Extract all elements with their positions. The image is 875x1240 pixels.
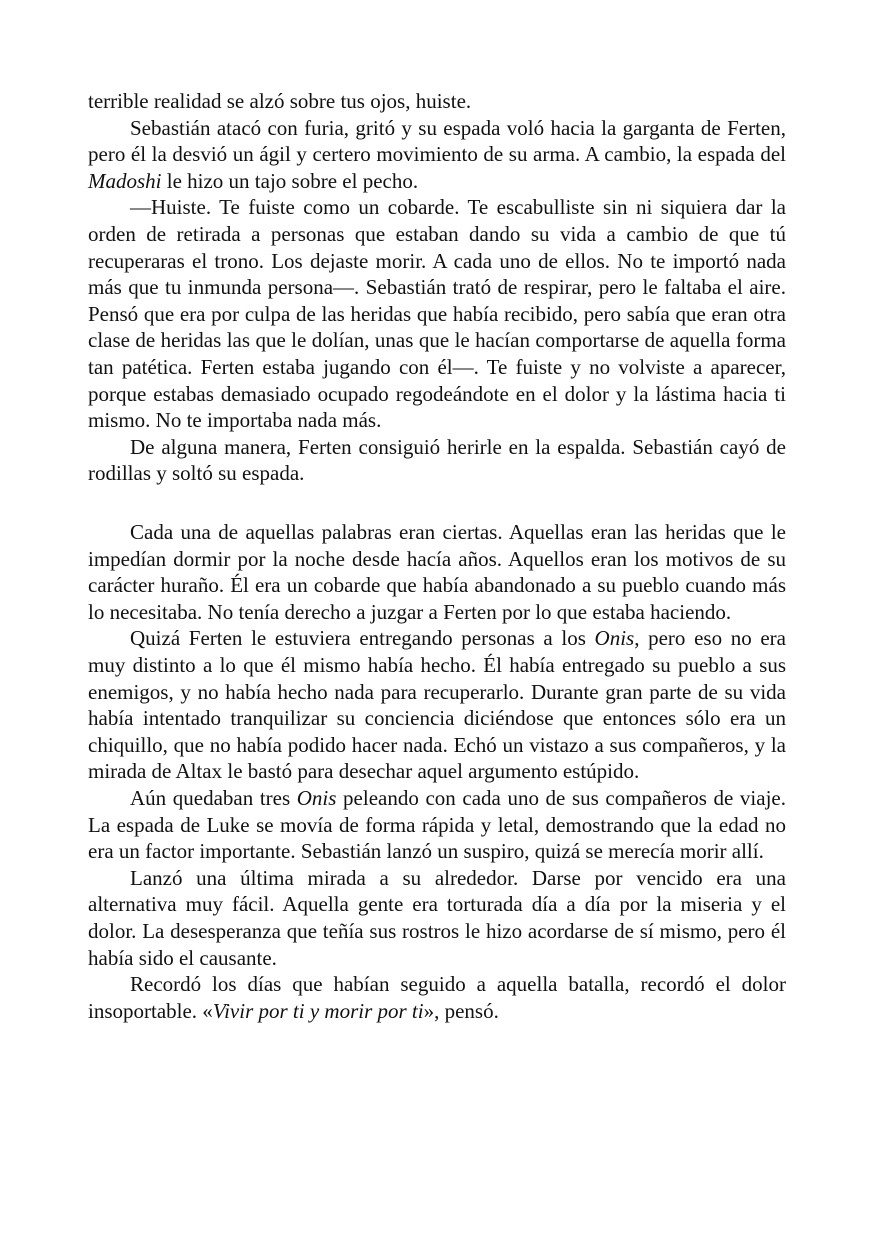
paragraph — [88, 625, 786, 785]
text-segment: De alguna manera, Ferten consiguió herirle en la espalda. Sebastián cayó de rodillas y soltó su espada. — [88, 434, 786, 486]
text-segment: Quizá Ferten le estuviera entregando personas a los — [130, 626, 595, 651]
paragraph — [88, 971, 786, 1024]
italic-text-segment: Onis — [594, 626, 635, 651]
text-segment: le hizo un tajo sobre el pecho. — [161, 168, 419, 193]
text-segment: Cada una de aquellas palabras eran ciertas. Aquellas eran las heridas que le impedían dormir por la noche desde hacía años. Aquellos eran los motivos de su carácter huraño. Él era un cobarde que había abandonado a su pueblo cuando más lo necesitaba. No tenía derecho a juzgar a Ferten por lo que estaba haciendo. — [88, 520, 786, 624]
paragraph — [88, 115, 786, 195]
text-segment: terrible realidad se alzó sobre tus ojos, huiste. — [88, 89, 472, 113]
italic-text-segment: Vivir por ti y morir por ti — [212, 998, 424, 1023]
text-segment: Aún quedaban tres — [130, 785, 297, 810]
paragraph — [88, 194, 786, 433]
italic-text-segment: Onis — [296, 785, 337, 810]
text-segment: Lanzó una última mirada a su alrededor. Darse por vencido era una alternativa muy fácil. Aquella gente era torturada día a día por la miseria y el dolor. La desesperanza que teñía sus rostros le hizo acordarse de sí mismo, pero él había sido el causante. — [88, 865, 786, 970]
text-segment: Sebastián atacó con furia, gritó y su espada voló hacia la garganta de Ferten, pero él la desvió un ágil y certero movimiento de su arma. A cambio, la espada del — [88, 115, 786, 167]
text-block-bottom — [88, 519, 786, 1024]
text-segment: , pero eso no era muy distinto a lo que él mismo había hecho. Él había entregado su pueblo a sus enemigos, y no había hecho nada para recuperarlo. Durante gran parte de su vida había intentado tranquilizar su conciencia diciéndose que entonces sólo era un chiquillo, que no había podido hacer nada. Echó un vistazo a sus compañeros, y la mirada de Altax le bastó para desechar aquel argumento estúpido. — [88, 626, 786, 784]
paragraph — [88, 519, 786, 625]
paragraph — [88, 865, 786, 971]
paragraph — [88, 785, 786, 865]
text-segment: Recordó los días que habían seguido a aquella batalla, recordó el dolor insoportable. « — [88, 972, 786, 1023]
text-block-top — [88, 88, 786, 487]
text-segment: », pensó. — [423, 998, 499, 1023]
italic-text-segment: Madoshi — [88, 168, 162, 193]
paragraph — [88, 434, 786, 487]
text-segment: —Huiste. Te fuiste como un cobarde. Te escabulliste sin ni siquiera dar la orden de retirada a personas que estaban dando su vida a cambio de que tú recuperaras el trono. Los dejaste morir. A cada uno de ellos. No te importó nada más que tu inmunda persona—. Sebastián trató de respirar, pero le faltaba el aire. Pensó que era por culpa de las heridas que había recibido, pero sabía que eran otra clase de heridas las que le dolían, unas que le hacían comportarse de aquella forma tan patética. Ferten estaba jugando con él—. Te fuiste y no volviste a aparecer, porque estabas demasiado ocupado regodeándote en el dolor y la lástima hacia ti mismo. No te importaba nada más. — [88, 195, 786, 433]
text-segment: peleando con cada uno de sus compañeros de viaje. La espada de Luke se movía de forma rápida y letal, demostrando que la edad no era un factor importante. Sebastián lanzó un suspiro, quizá se merecía morir allí. — [88, 785, 786, 864]
paragraph — [88, 88, 786, 115]
